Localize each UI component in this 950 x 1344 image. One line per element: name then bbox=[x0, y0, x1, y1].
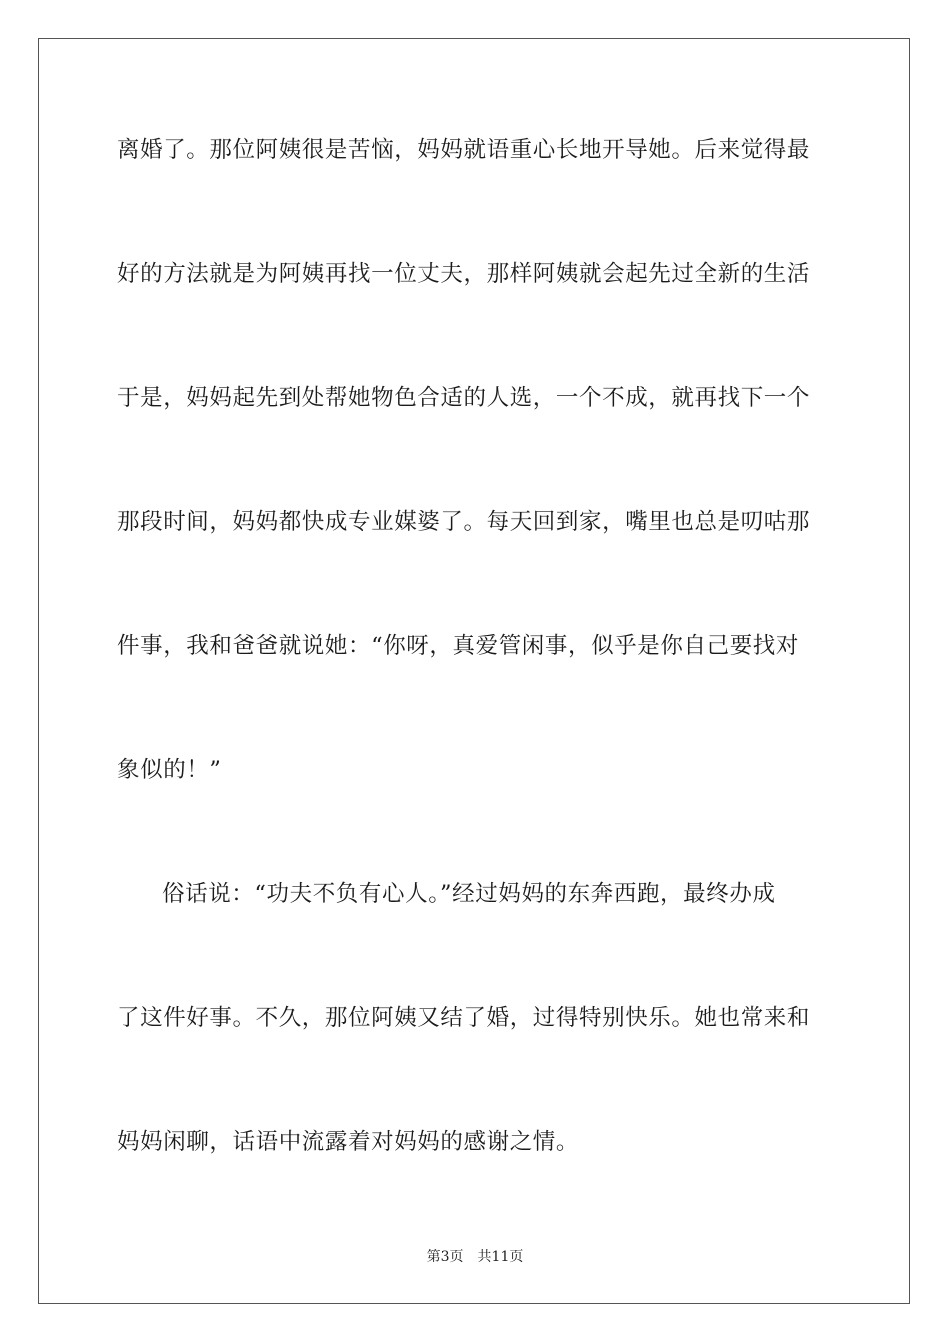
body-text-line-6: 象似的！” bbox=[117, 757, 222, 783]
body-text-line-2: 好的方法就是为阿姨再找一位丈夫，那样阿姨就会起先过全新的生活 bbox=[117, 261, 811, 287]
page-total: 共11页 bbox=[477, 1249, 524, 1265]
body-text-line-5: 件事，我和爸爸就说她：“你呀，真爱管闲事，似乎是你自己要找对 bbox=[117, 633, 800, 659]
body-text-line-1: 离婚了。那位阿姨很是苦恼，妈妈就语重心长地开导她。后来觉得最 bbox=[117, 137, 811, 163]
page-footer bbox=[0, 1248, 950, 1266]
body-text-line-9: 妈妈闲聊，话语中流露着对妈妈的感谢之情。 bbox=[117, 1129, 580, 1155]
page-border bbox=[38, 38, 910, 1304]
body-text-line-3: 于是，妈妈起先到处帮她物色合适的人选，一个不成，就再找下一个 bbox=[117, 385, 811, 411]
page-number: 第3页 bbox=[426, 1249, 464, 1265]
paragraph-start-line: 俗话说：“功夫不负有心人。”经过妈妈的东奔西跑，最终办成 bbox=[162, 881, 776, 907]
body-text-line-8: 了这件好事。不久，那位阿姨又结了婚，过得特别快乐。她也常来和 bbox=[117, 1005, 811, 1031]
body-text-line-4: 那段时间，妈妈都快成专业媒婆了。每天回到家，嘴里也总是叨咕那 bbox=[117, 509, 811, 535]
